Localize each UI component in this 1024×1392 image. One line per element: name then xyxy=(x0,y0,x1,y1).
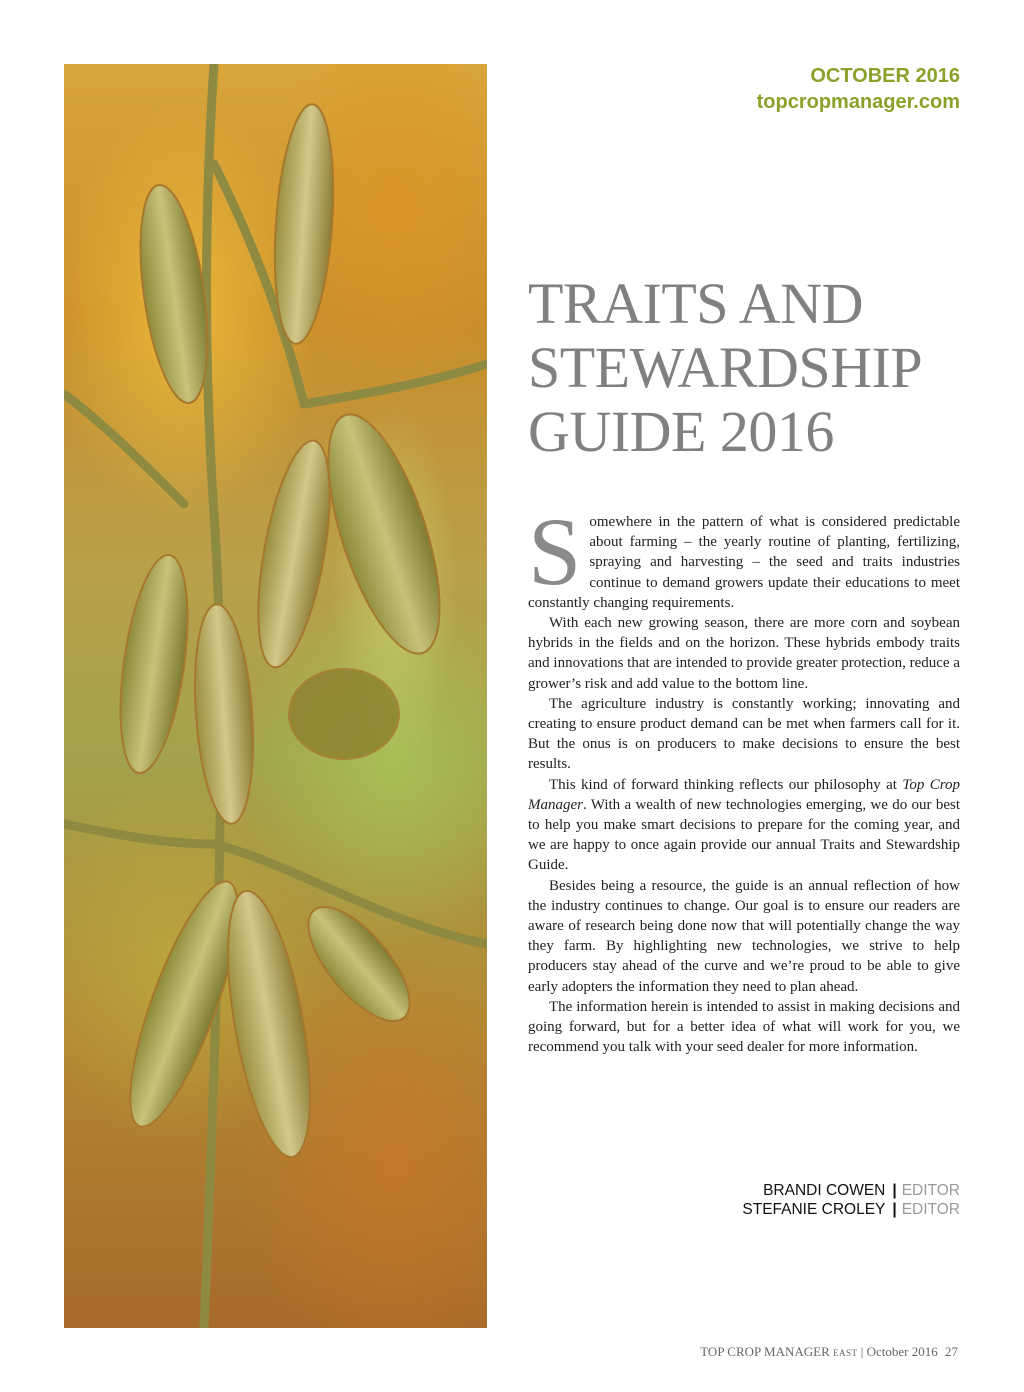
credit-row xyxy=(742,1181,960,1200)
credit-separator: | xyxy=(892,1182,897,1199)
article-title xyxy=(528,272,968,464)
editor-credits xyxy=(742,1181,960,1219)
page-footer xyxy=(700,1344,958,1360)
paragraph-1 xyxy=(528,498,960,613)
paragraph-5: Besides being a resource, the guide is an annual reflection of how the industry continues to change. Our goal is to ensure our readers are aware of research being done now that will potentially change the way they farm. By highlighting new technologies, we strive to help producers stay ahead of the curve and we’re proud to be able to give early adopters the information they need to plan ahead. xyxy=(528,877,960,995)
title-line-3: GUIDE 2016 xyxy=(528,399,834,464)
credit-role: EDITOR xyxy=(901,1182,960,1199)
credit-name: BRANDI COWEN xyxy=(763,1182,886,1199)
footer-issue: October 2016 xyxy=(866,1344,938,1359)
credit-role: EDITOR xyxy=(901,1201,960,1218)
paragraph-2: With each new growing season, there are more corn and soybean hybrids in the fields and on the horizon. These hybrids embody traits and innovations that are intended to provide greater protection, reduce a grower’s risk and add value to the bottom line. xyxy=(528,615,960,692)
paragraph-4 xyxy=(528,775,960,876)
drop-cap: S xyxy=(528,498,582,605)
credit-separator: | xyxy=(892,1201,897,1218)
footer-divider: | xyxy=(860,1344,864,1359)
footer-edition: EAST xyxy=(833,1348,858,1358)
paragraph-3: The agriculture industry is constantly working; innovating and creating to ensure product demand can be met when farmers call for it. But the onus is on producers to make decisions to ensure the best results. xyxy=(528,695,960,773)
paragraph-4-start: This kind of forward thinking reflects our philosophy at xyxy=(549,776,903,793)
magazine-name-italic: Top Crop Manager xyxy=(528,776,960,813)
paragraph-4-end: . With a wealth of new technologies emerging, we do our best to help you make smart decisions to prepare for the coming year, and we are happy to once again provide our annual Traits and Stewardship Guide. xyxy=(528,796,960,874)
issue-date: OCTOBER 2016 xyxy=(810,65,960,87)
paragraph-6: The information herein is intended to assist in making decisions and going forward, but for a better idea of what will work for you, we recommend you talk with your seed dealer for more information. xyxy=(528,998,960,1056)
paragraph-1-text: omewhere in the pattern of what is considered predictable about farming – the yearly routine of planting, fertilizing, spraying and harvesting – the seed and traits industries continue to demand growers update their educations to meet constantly changing requirements. xyxy=(528,514,960,611)
title-line-2: STEWARDSHIP xyxy=(528,335,923,400)
footer-publication: TOP CROP MANAGER xyxy=(700,1344,830,1359)
credit-name: STEFANIE CROLEY xyxy=(742,1201,886,1218)
soybean-pods-illustration xyxy=(64,64,487,1328)
website-link[interactable]: topcropmanager.com xyxy=(756,91,960,113)
soybean-pods-photo xyxy=(64,64,487,1328)
title-line-1: TRAITS AND xyxy=(528,271,863,336)
page-number: 27 xyxy=(945,1344,958,1359)
article-body xyxy=(528,498,960,1057)
credit-row xyxy=(742,1200,960,1219)
